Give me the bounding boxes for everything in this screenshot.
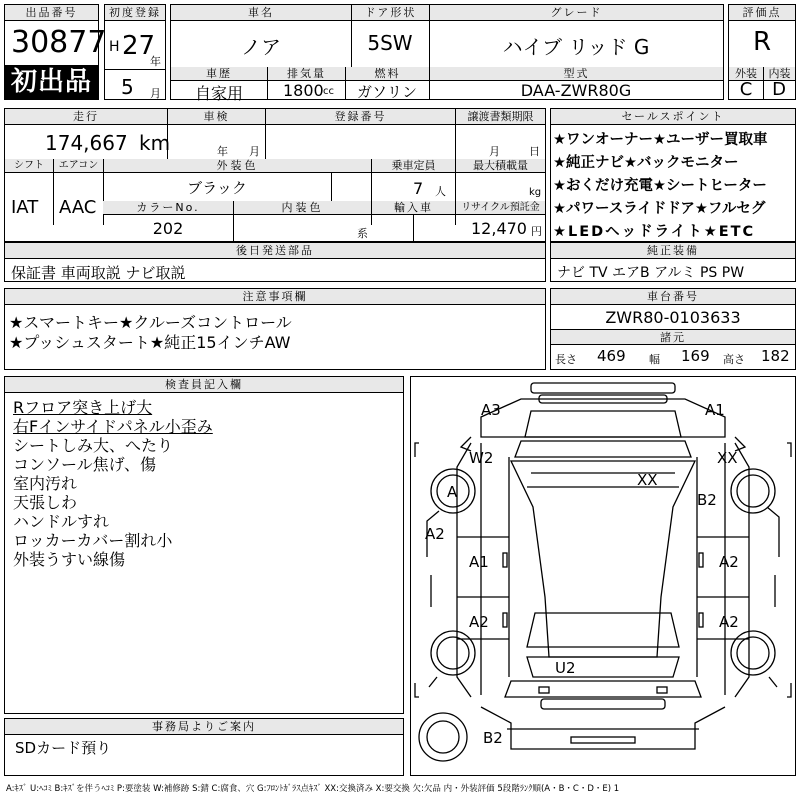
- inspector-line-5: 室内汚れ: [13, 474, 78, 493]
- damage-mark-a3: A3: [481, 401, 501, 419]
- sales-points-box: [550, 108, 796, 242]
- vehicle-info-box: [170, 4, 724, 103]
- capacity-unit: 人: [435, 185, 446, 198]
- recycle-label: リサイクル預託金: [455, 201, 545, 215]
- damage-mark-a2-right-door: A2: [719, 553, 739, 571]
- height: 182: [761, 347, 790, 365]
- ext-color-label: 外装色: [103, 159, 371, 173]
- color-no: 202: [152, 219, 184, 238]
- damage-mark-b2-rear: B2: [483, 729, 503, 747]
- damage-mark-u2: U2: [555, 659, 576, 677]
- fuel-label: 燃料: [345, 67, 429, 81]
- office-label: 事務局よりご案内: [5, 719, 403, 735]
- score-label: 評価点: [729, 5, 795, 21]
- displacement: 1800: [283, 81, 324, 100]
- int-color-label: 内装色: [233, 201, 371, 215]
- chassis-number: ZWR80-0103633: [605, 308, 741, 327]
- equipment-label: 純正装備: [551, 243, 795, 259]
- displacement-unit: cc: [323, 86, 334, 97]
- door-label: ドア形状: [351, 5, 429, 21]
- first-registration-box: [104, 4, 166, 100]
- damage-mark-a-tire: A: [447, 483, 458, 501]
- color-no-label: カラーNo.: [103, 201, 233, 215]
- score-box: [728, 4, 796, 100]
- equipment: ナビ TV エアB アルミ PS PW: [557, 265, 745, 281]
- notes-box: [4, 288, 546, 370]
- inspector-line-6: 天張しわ: [13, 493, 78, 512]
- damage-mark-xx-roof: XX: [637, 471, 658, 489]
- grade-label: グレード: [429, 5, 723, 21]
- displacement-label: 排気量: [267, 67, 345, 81]
- later-parts: 保証書 車両取説 ナビ取説: [11, 264, 186, 282]
- recycle-unit: 円: [531, 225, 542, 238]
- width: 169: [681, 347, 710, 365]
- interior-score: D: [772, 79, 786, 100]
- import-label: 輸入車: [371, 201, 455, 215]
- model-label: 型式: [429, 67, 723, 81]
- ext-color: ブラック: [187, 179, 247, 197]
- reg-no-label: 登録番号: [265, 109, 455, 125]
- damage-mark-xx-right-tire: XX: [717, 449, 738, 467]
- notes-label: 注意事項欄: [5, 289, 545, 305]
- inspector-label: 検査員記入欄: [5, 377, 403, 393]
- grade: ハイブ リッド G: [502, 35, 650, 59]
- sales-point-2: ★純正ナビ★バックモニター: [553, 155, 739, 171]
- exterior-label: 外装: [729, 67, 763, 81]
- ac-label: エアコン: [53, 159, 103, 173]
- first-registration-label: 初度登録: [105, 5, 165, 21]
- fuel: ガソリン: [356, 83, 417, 101]
- width-label: 幅: [649, 353, 660, 366]
- note-1: ★スマートキー★クルーズコントロール: [9, 313, 292, 332]
- recycle: 12,470: [471, 219, 527, 238]
- inspector-box: [4, 376, 404, 714]
- inspector-line-4: コンソール焦げ、傷: [13, 455, 157, 474]
- capacity-label: 乗車定員: [371, 159, 455, 173]
- era: H: [109, 39, 120, 55]
- shift: IAT: [11, 197, 39, 218]
- height-label: 高さ: [723, 353, 745, 366]
- damage-mark-w2: W2: [469, 449, 494, 467]
- score: R: [752, 27, 772, 57]
- door-type: 5SW: [367, 31, 413, 55]
- history: 自家用: [194, 84, 243, 103]
- car-outline: [411, 377, 795, 775]
- lot-number-box: [4, 4, 107, 100]
- damage-mark-a1-front: A1: [705, 401, 725, 419]
- office-box: [4, 718, 404, 776]
- exterior-score: C: [739, 79, 753, 100]
- car-name-label: 車名: [171, 5, 351, 21]
- capacity: 7: [413, 179, 424, 198]
- inspector-line-3: シートしみ大、へたり: [13, 436, 174, 455]
- chassis-box: [550, 288, 796, 370]
- mileage-label: 走行: [5, 109, 167, 125]
- mileage-unit: km: [139, 131, 171, 155]
- inspector-line-7: ハンドルすれ: [13, 512, 110, 531]
- office-note: SDカード預り: [15, 739, 112, 757]
- damage-mark-a2-right-rear: A2: [719, 613, 739, 631]
- sales-point-1: ★ワンオーナー★ユーザー買取車: [553, 132, 768, 148]
- car-name: ノア: [241, 35, 281, 59]
- history-label: 車歴: [171, 67, 267, 81]
- year-unit: 年: [150, 55, 161, 68]
- inspection-label: 車検: [167, 109, 265, 125]
- damage-mark-a2-left: A2: [425, 525, 445, 543]
- mileage: 174,667: [45, 131, 128, 155]
- sales-point-3: ★おくだけ充電★シートヒーター: [553, 178, 767, 194]
- sales-points-label: セールスポイント: [551, 109, 795, 125]
- inspector-line-2: 右Fインサイドパネル小歪み: [13, 417, 213, 436]
- doc-deadline-label: 譲渡書類期限: [455, 109, 545, 125]
- inspection-year-unit: 年: [217, 145, 228, 158]
- damage-mark-a2-left-rear: A2: [469, 613, 489, 631]
- sales-point-4: ★パワースライドドア★フルセグ: [553, 201, 766, 217]
- damage-mark-a1-door: A1: [469, 553, 489, 571]
- equipment-box: [550, 242, 796, 282]
- length: 469: [597, 347, 626, 365]
- doc-day-unit: 日: [529, 145, 540, 158]
- dims-label: 諸元: [551, 329, 795, 345]
- damage-mark-b2-right: B2: [697, 491, 717, 509]
- interior-label: 内装: [763, 67, 795, 81]
- sales-point-5: ★LEDヘッドライト★ETC: [553, 224, 756, 240]
- reg-month: 5: [121, 75, 134, 99]
- chassis-label: 車台番号: [551, 289, 795, 305]
- legend: A:ｷｽﾞ U:ﾍｺﾐ B:ｷｽﾞを伴うﾍｺﾐ P:要塗装 W:補修跡 S:錆 C:腐食、穴 G:ﾌﾛﾝﾄｶﾞﾗｽ点ｷｽﾞ XX:交換済み X:要交換 欠:欠品 内・外装評価 5段階ﾗﾝｸ順(A・B・C・D・E) 1: [6, 784, 620, 794]
- mileage-spec-box: [4, 108, 546, 242]
- month-unit: 月: [150, 87, 161, 100]
- model: DAA-ZWR80G: [520, 81, 632, 100]
- later-parts-box: [4, 242, 546, 282]
- lot-number: 30877: [11, 25, 107, 60]
- inspector-line-8: ロッカーカバー割れ小: [13, 531, 173, 550]
- max-load-unit: kg: [529, 187, 542, 198]
- car-diagram: [410, 376, 796, 776]
- lot-number-label: 出品番号: [5, 5, 98, 21]
- max-load-label: 最大積載量: [455, 159, 545, 173]
- first-listing-badge: 初出品: [5, 65, 98, 99]
- ac: AAC: [59, 197, 97, 218]
- inspector-line-9: 外装うすい線傷: [13, 550, 126, 569]
- later-parts-label: 後日発送部品: [5, 243, 545, 259]
- length-label: 長さ: [555, 353, 577, 366]
- shift-label: シフト: [5, 159, 53, 173]
- inspector-line-1: Rフロア突き上げ大: [13, 398, 153, 417]
- reg-year: 27: [122, 31, 156, 61]
- inspection-month-unit: 月: [249, 145, 260, 158]
- note-2: ★プッシュスタート★純正15インチAW: [9, 333, 291, 352]
- int-color-unit: 系: [357, 227, 368, 240]
- doc-month-unit: 月: [489, 145, 500, 158]
